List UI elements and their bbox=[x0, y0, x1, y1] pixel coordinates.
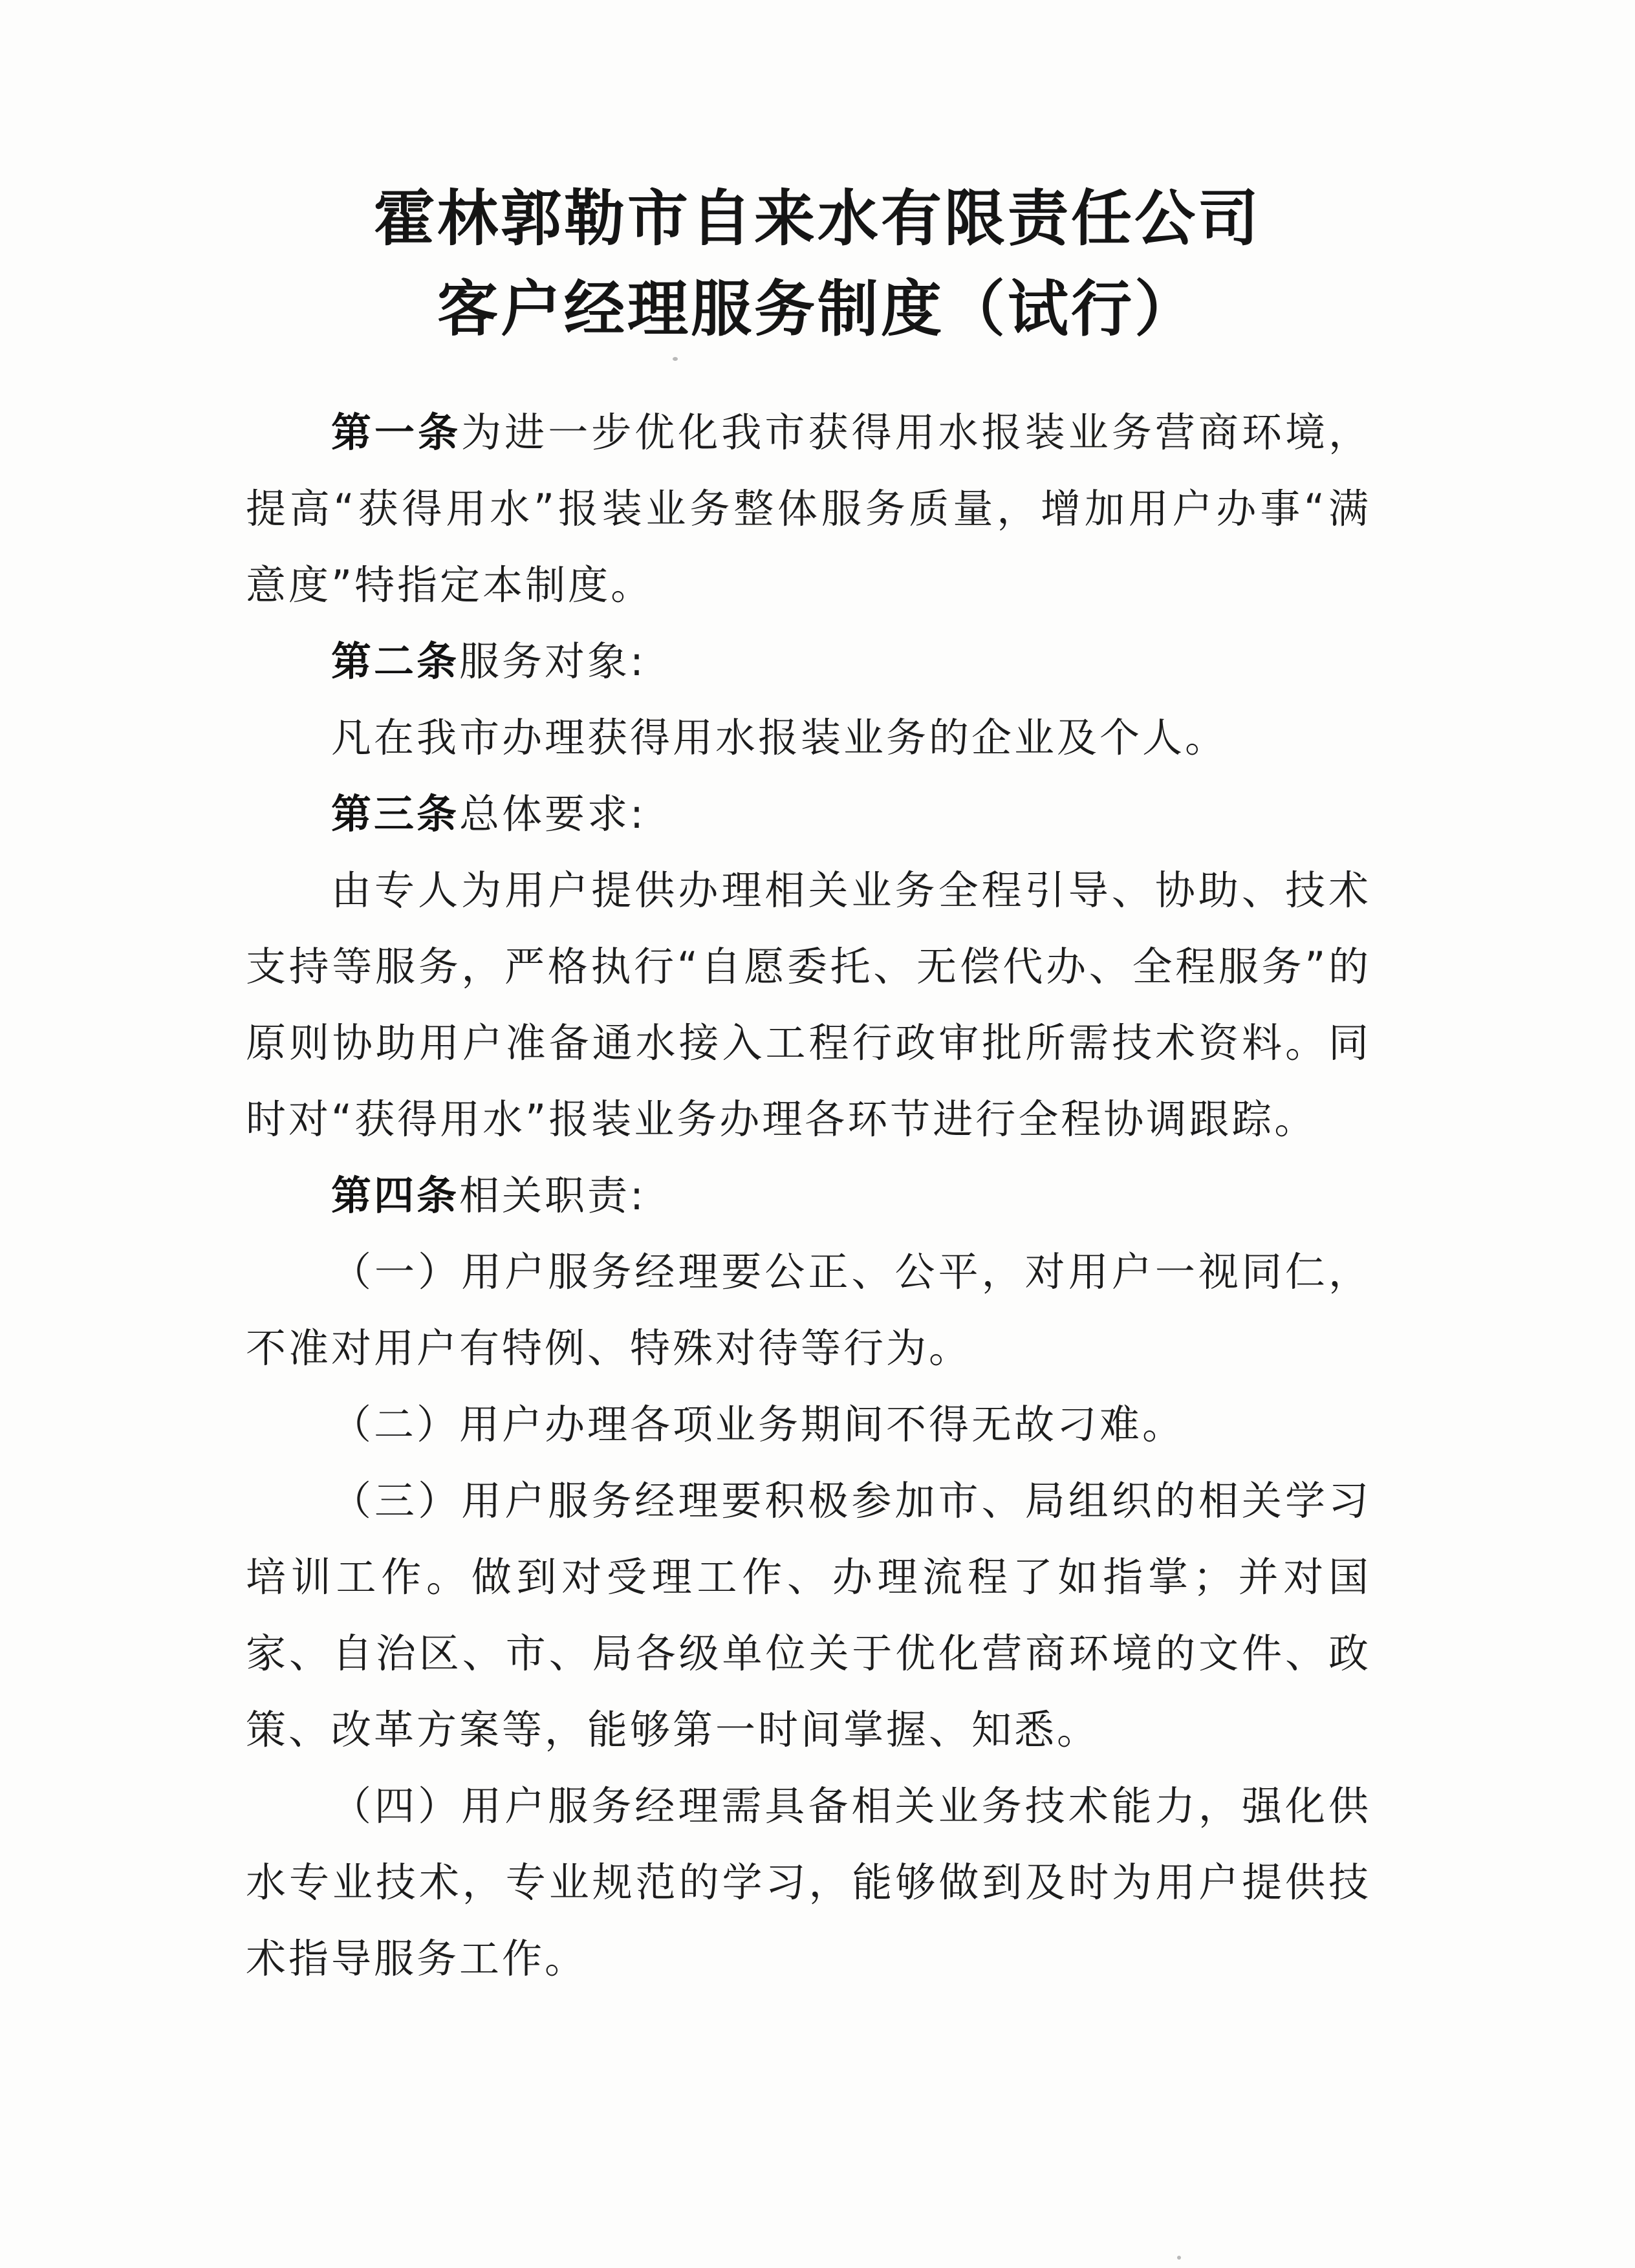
article-4 bbox=[246, 1158, 1371, 1234]
article-1 bbox=[246, 394, 1371, 623]
duty-item-4: （四）用户服务经理需具备相关业务技术能力，强化供水专业技术，专业规范的学习，能够做到及时为用户提供技术指导服务工作。 bbox=[246, 1782, 1371, 1982]
article-3-label: 第三条 bbox=[331, 790, 460, 837]
article-2-label: 第二条 bbox=[331, 638, 460, 685]
title-line-company: 霍林郭勒市自来水有限责任公司 bbox=[373, 183, 1261, 254]
article-2-heading: 服务对象: bbox=[459, 638, 646, 685]
article-4-heading: 相关职责: bbox=[459, 1172, 646, 1219]
title-line-regulation: 客户经理服务制度（试行） bbox=[437, 274, 1198, 345]
duty-item-3: （三）用户服务经理要积极参加市、局组织的相关学习培训工作。做到对受理工作、办理流程了如指掌；并对国家、自治区、市、局各级单位关于优化营商环境的文件、政策、改革方案等，能够第一时间掌握、知悉。 bbox=[246, 1477, 1371, 1753]
document-title bbox=[0, 173, 1635, 354]
article-3 bbox=[246, 776, 1371, 852]
article-1-label: 第一条 bbox=[331, 409, 462, 456]
scan-speck bbox=[1177, 2256, 1181, 2260]
article-1-text: 为进一步优化我市获得用水报装业务营商环境，提高“获得用水”报装业务整体服务质量，增加用户办事“满意度”特指定本制度。 bbox=[246, 409, 1371, 609]
document-body bbox=[246, 394, 1371, 1997]
article-2-body: 凡在我市办理获得用水报装业务的企业及个人。 bbox=[331, 714, 1228, 761]
article-3-heading: 总体要求: bbox=[459, 790, 646, 837]
scan-speck bbox=[673, 357, 678, 361]
article-3-body: 由专人为用户提供办理相关业务全程引导、协助、技术支持等服务，严格执行“自愿委托、无偿代办、全程服务”的原则协助用户准备通水接入工程行政审批所需技术资料。同时对“获得用水”报装业务办理各环节进行全程协调跟踪。 bbox=[246, 867, 1371, 1143]
article-2 bbox=[246, 623, 1371, 700]
duty-item-1: （一）用户服务经理要公正、公平，对用户一视同仁，不准对用户有特例、特殊对待等行为。 bbox=[246, 1248, 1371, 1372]
duty-item-2: （二）用户办理各项业务期间不得无故刁难。 bbox=[331, 1401, 1186, 1448]
article-4-label: 第四条 bbox=[331, 1172, 460, 1219]
